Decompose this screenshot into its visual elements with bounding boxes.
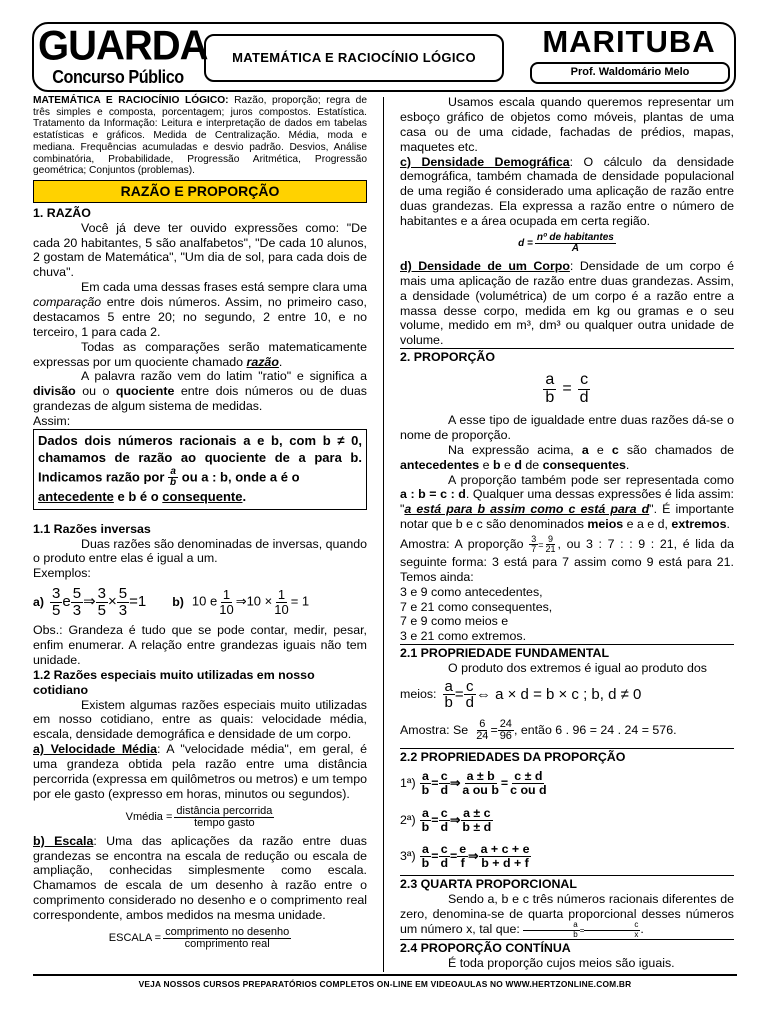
paragraph: Na expressão acima, a e c são chamados de antecedentes e b e d de consequentes.	[400, 442, 734, 472]
city-title: MARITUBA	[542, 24, 716, 59]
paragraph: Sendo a, b e c três números racionais diferentes de zero, denomina-se de quarta proporcional desses números um número x, tal que: $\frac{a}{b}$ = $\frac{c}{x}$ .	[400, 891, 734, 939]
heading-razao: 1. RAZÃO	[33, 205, 91, 220]
paragraph: A esse tipo de igualdade entre duas razões dá-se o nome de proporção.	[400, 413, 734, 442]
paragraph: Assim:	[33, 414, 71, 429]
paragraph: Obs.: Grandeza é tudo que se pode contar, medir, pesar, enfim enumerar. A relação entre grandezas iguais não tem unidade.	[33, 623, 367, 667]
propriedade-2: 2ª) $\frac{a}{b}$ = $\frac{c}{d}$ ⇒ $\frac{a \pm c}{b \pm d}$	[400, 806, 492, 835]
heading-razoes-especiais: 1.2 Razões especiais muito utilizadas em nosso cotidiano	[33, 667, 315, 697]
syllabus: MATEMÁTICA E RACIOCÍNIO LÓGICO: Razão, proporção; regra de três simples e composta, porcentagem; juros compostos. Estatística. Tratamento da Informação: Leitura e interpretação de dados em tabelas estatísticas e gráficos. Medida de Centralização. Média, moda e mediana. Frequências acumuladas e desvio padrão. Desvios, Análise combinatória, Probabilidade, Progressão Aritmética, Progressão geométrica; Conjuntos (problemas).	[33, 95, 368, 177]
propriedade-3: 3ª) $\frac{a}{b}$ = $\frac{c}{d}$ = $\frac{e}{f}$ ⇒ $\frac{a + c + e}{b + d + f}$	[400, 842, 530, 871]
left-column	[33, 95, 367, 955]
page-header	[32, 22, 736, 92]
paragraph: É toda proporção cujos meios são iguais.	[448, 956, 675, 971]
paragraph: 3 e 9 como antecedentes,	[400, 584, 543, 599]
heading-razoes-inversas: 1.1 Razões inversas	[33, 521, 151, 536]
heading-quarta-proporcional: 2.3 QUARTA PROPORCIONAL	[400, 875, 734, 892]
paragraph: d) Densidade de um Corpo: Densidade de um corpo é mais uma aplicação de razão entre duas grandezas. Assim, a densidade (volumétrica) de um corpo é a razão entre a massa desse corpo, medida em kg ou gramas e o seu volume, medido em m³, dm³ ou qualquer outra unidade de volume.	[400, 258, 734, 348]
paragraph: Duas razões são denominadas de inversas, quando o produto entre elas é igual a um.	[33, 536, 367, 566]
right-column	[400, 95, 734, 971]
section-title: RAZÃO E PROPORÇÃO	[33, 180, 367, 203]
paragraph: Em cada uma dessas frases está sempre clara uma comparação entre dois números. Assim, no primeiro caso, destacamos 5 entre 20; no segundo, 2 entre 10, e no terceiro, 1 para cada 2.	[33, 280, 367, 339]
examples-row: a) $\frac{3}{5}$ e $\frac{5}{3}$ ⇒ $\frac{3}{5}$ × $\frac{5}{3}$ =1 b) 10 e $\frac{1}{10}$ ⇒10 × $\frac{1}{10}$ = 1	[33, 584, 310, 619]
definition-box: Dados dois números racionais a e b, com b ≠ 0, chamamos de razão ao quociente de a para b. Indicamos razão por $\frac{a}{b}$ ou a : b, onde a é o antecedente e b é o consequente.	[33, 429, 367, 510]
paragraph: 7 e 9 como meios e	[400, 614, 509, 629]
formula-amostra: Amostra: Se $\frac{6}{24}$ = $\frac{24}{96}$ , então 6 . 96 = 24 . 24 = 576.	[400, 717, 677, 743]
formula-densidade: d = $\frac{\text{nº de habitantes}}{A}$	[518, 231, 614, 255]
paragraph: Existem algumas razões especiais muito utilizadas em nosso cotidiano, entre as quais: velocidade média, escala, densidade demográfica e densidade de um corpo.	[33, 697, 367, 742]
paragraph: 7 e 21 como consequentes,	[400, 599, 553, 614]
paragraph: Usamos escala quando queremos representar um esboço gráfico de objetos como móveis, plantas de uma casa ou de uma cidade, fachadas de prédios, mapas, maquetes etc.	[400, 95, 734, 154]
heading-propriedade-fundamental: 2.1 PROPRIEDADE FUNDAMENTAL	[400, 644, 734, 661]
paragraph: O produto dos extremos é igual ao produto dos	[448, 661, 707, 675]
paragraph: A proporção também pode ser representada como a : b = c : d. Qualquer uma dessas expressões é lida assim: "a está para b assim como c está para d". É importante notar que b e c são denominados meios e a e d, extremos.	[400, 472, 734, 532]
formula-escala: ESCALA = $\frac{\text{comprimento no desenho}}{\text{comprimento real}}$	[108, 925, 290, 951]
paragraph: A palavra razão vem do latim "ratio" e significa a divisão ou o quociente entre dois números ou de duas grandezas de algum sistema de medidas.	[33, 369, 367, 414]
paragraph: b) Escala: Uma das aplicações da razão entre duas grandezas se encontra na escala de redução ou escala de ampliação, conhecidas simplesmente como escala. Chamamos de escala de um desenho à razão entre o comprimento considerado no desenho e o comprimento real correspondente, ambos medidos na mesma unidade.	[33, 833, 367, 922]
paragraph: 3 e 21 como extremos.	[400, 629, 527, 644]
professor-name: Prof. Waldomário Melo	[530, 62, 730, 84]
paragraph: Amostra: A proporção $\frac{3}{7}$ = $\frac{9}{21}$ , ou 3 : 7 : : 9 : 21, é lida da seguinte forma: 3 está para 7 assim como 9 está para 21. Temos ainda:	[400, 534, 734, 584]
footer-note: VEJA NOSSOS CURSOS PREPARATÓRIOS COMPLETOS ON-LINE EM VIDEOAULAS NO WWW.HERTZONLINE.COM.BR	[33, 974, 737, 996]
paragraph: Todas as comparações serão matematicamente expressas por um quociente chamado razão.	[33, 339, 367, 369]
heading-propriedades: 2.2 PROPRIEDADES DA PROPORÇÃO	[400, 748, 734, 765]
paragraph: Exemplos:	[33, 566, 91, 581]
formula-proporcao: $\frac{a}{b}$ = $\frac{c}{d}$	[545, 370, 589, 406]
logo	[38, 22, 208, 88]
paragraph: a) Velocidade Média: A "velocidade média", em geral, é uma grandeza obtida pela razão entre uma distância percorrida (expressa em quilômetros ou metros) e um tempo por ele gasto (expresso em horas, minutos ou segundos).	[33, 742, 367, 801]
paragraph: c) Densidade Demográfica: O cálculo da densidade demográfica, também chamada de densidade populacional de uma região é considerado uma aplicação de razão entre duas grandezas. Ela expressa a razão entre o número de habitantes e a área ocupada em certa região.	[400, 154, 735, 228]
heading-proporcao-continua: 2.4 PROPORÇÃO CONTÍNUA	[400, 939, 734, 956]
propriedade-1: 1ª) $\frac{a}{b}$ = $\frac{c}{d}$ ⇒ $\frac{a \pm b}{\text{a ou b}}$ = $\frac{c \pm d}{\text{c ou d}}$	[400, 769, 547, 798]
formula-velocidade: Vmédia = $\frac{\text{distância percorrida}}{\text{tempo gasto}}$	[125, 804, 273, 830]
logo-subtitle: Concurso Público	[52, 67, 184, 87]
heading-proporcao: 2. PROPORÇÃO	[400, 348, 734, 365]
subject-title: MATEMÁTICA E RACIOCÍNIO LÓGICO	[204, 34, 504, 82]
formula-fundamental: meios: $\frac{a}{b}$ = $\frac{c}{d}$ ⇔ a × d = b × c ; b, d ≠ 0	[400, 677, 642, 712]
logo-title: GUARDA	[38, 22, 208, 70]
paragraph: Você já deve ter ouvido expressões como: "De cada 20 habitantes, 5 são analfabetos", "De cada 10 alunos, 2 gostam de Matemática", "Um dia de sol, para cada dois de chuva".	[33, 220, 367, 280]
column-divider	[383, 97, 384, 972]
